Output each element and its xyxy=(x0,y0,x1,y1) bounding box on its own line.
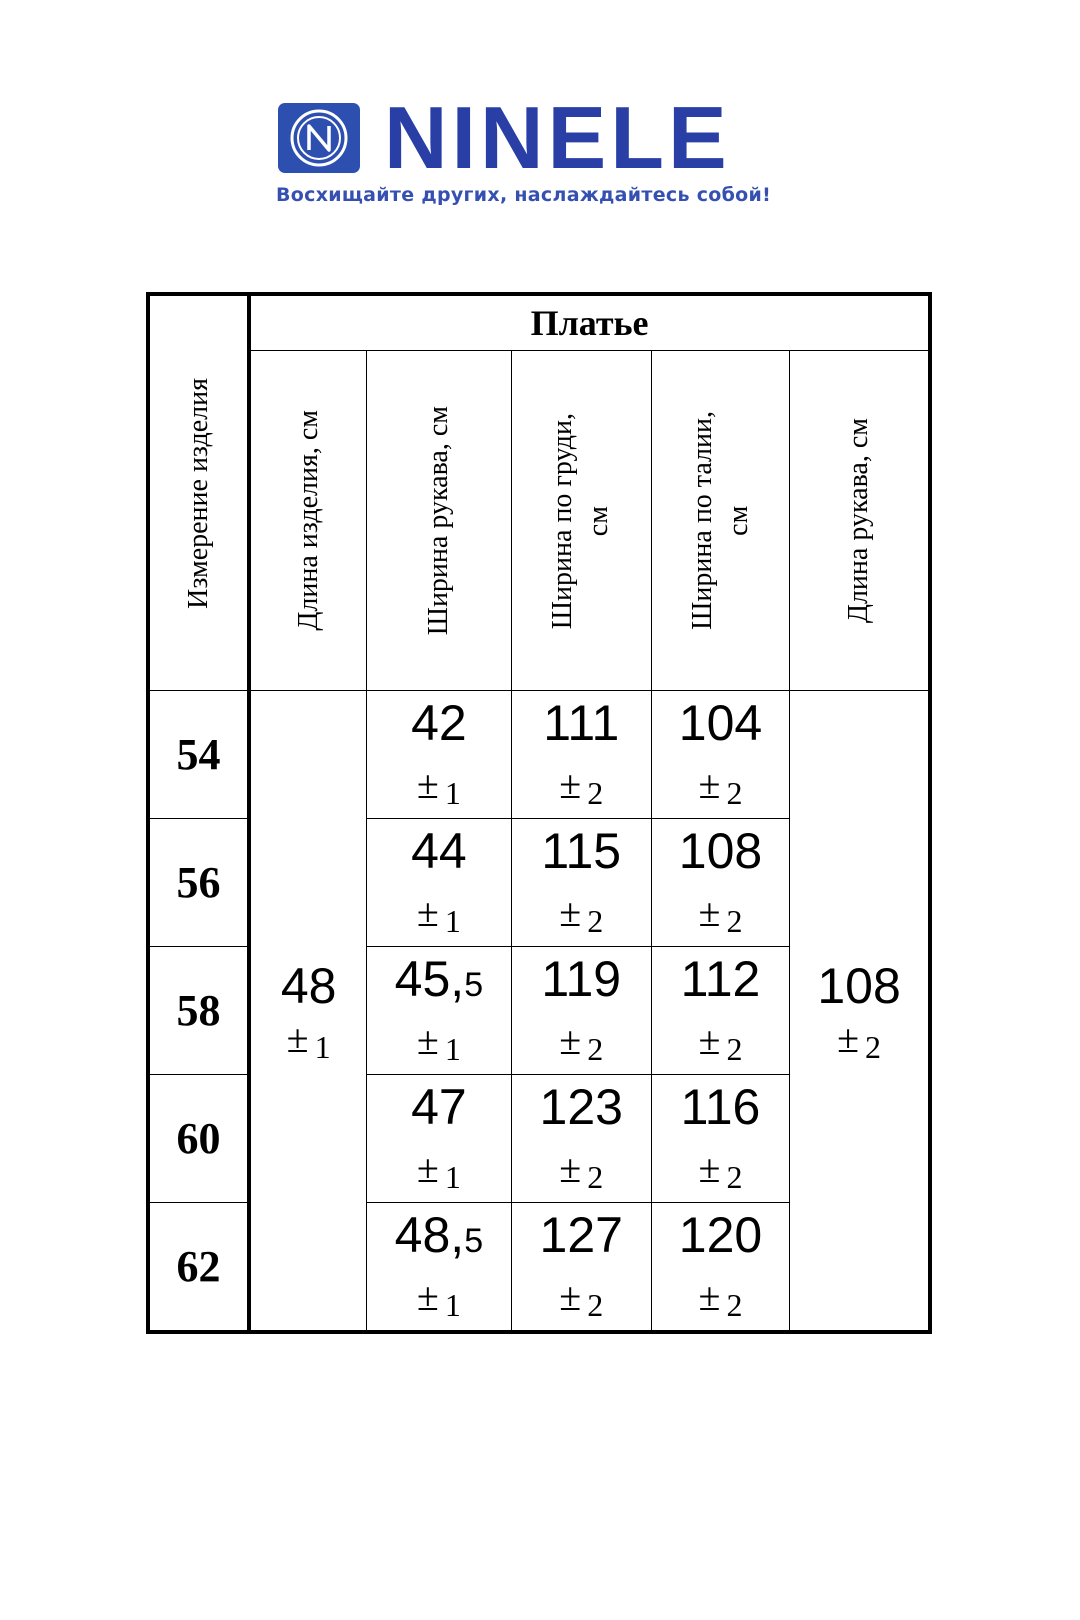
chest-cell xyxy=(511,1203,651,1332)
plus-minus: ± xyxy=(698,1145,721,1191)
col-header-waist xyxy=(651,350,789,691)
plus-minus: ± xyxy=(559,1145,582,1191)
waist-value: 120 xyxy=(678,1206,763,1263)
size-label: 58 xyxy=(148,947,249,1075)
plus-minus: ± xyxy=(559,889,582,935)
sleeve-length-tolerance: 2 xyxy=(865,1028,882,1065)
sleeve-width-tolerance: 1 xyxy=(444,774,461,811)
col-header-chest xyxy=(511,350,651,691)
col-header-chest-text: Ширина по груди, см xyxy=(547,412,615,629)
table-row xyxy=(148,691,930,819)
plus-minus: ± xyxy=(698,1017,721,1063)
chest-value: 115 xyxy=(541,822,622,879)
waist-cell xyxy=(651,691,789,819)
chest-value: 119 xyxy=(541,950,622,1007)
plus-minus: ± xyxy=(416,889,439,935)
chest-value: 111 xyxy=(543,694,620,751)
plus-minus: ± xyxy=(416,1017,439,1063)
chest-tolerance: 2 xyxy=(587,1030,604,1067)
waist-tolerance: 2 xyxy=(726,774,743,811)
length-tolerance: 1 xyxy=(314,1028,331,1065)
brand-logo xyxy=(278,88,731,187)
waist-value: 112 xyxy=(680,950,761,1007)
waist-tolerance: 2 xyxy=(726,1286,743,1323)
plus-minus: ± xyxy=(698,889,721,935)
waist-tolerance: 2 xyxy=(726,1030,743,1067)
col-header-sleeve-length xyxy=(790,350,930,691)
plus-minus: ± xyxy=(416,761,439,807)
size-label: 54 xyxy=(148,691,249,819)
waist-cell xyxy=(651,1203,789,1332)
sleeve-width-cell xyxy=(367,691,511,819)
length-cell xyxy=(249,691,367,1332)
plus-minus: ± xyxy=(416,1273,439,1319)
sleeve-width-tolerance: 1 xyxy=(444,902,461,939)
col-header-waist-text: Ширина по талии, см xyxy=(686,411,754,631)
sleeve-width-cell xyxy=(367,947,511,1075)
col-header-sleeve-length-text: Длина рукава, см xyxy=(843,418,875,624)
plus-minus: ± xyxy=(416,1145,439,1191)
sleeve-width-value: 48, xyxy=(394,1206,465,1263)
size-table xyxy=(146,292,932,1334)
plus-minus: ± xyxy=(286,1015,309,1061)
sleeve-length-cell xyxy=(790,691,930,1332)
size-label: 62 xyxy=(148,1203,249,1332)
sleeve-width-value: 47 xyxy=(411,1078,467,1135)
chest-cell xyxy=(511,691,651,819)
chest-cell xyxy=(511,819,651,947)
size-label: 56 xyxy=(148,819,249,947)
sleeve-width-tolerance: 1 xyxy=(444,1158,461,1195)
waist-cell xyxy=(651,1075,789,1203)
sleeve-width-cell xyxy=(367,1075,511,1203)
sleeve-width-cell xyxy=(367,819,511,947)
col-header-length-text: Длина изделия, см xyxy=(292,410,324,631)
corner-header: Измерение изделия xyxy=(182,377,214,609)
plus-minus: ± xyxy=(837,1015,860,1061)
sleeve-width-value: 44 xyxy=(411,822,467,879)
brand-n-emblem xyxy=(287,106,351,170)
col-header-sleeve-width-text: Ширина рукава, см xyxy=(422,405,454,636)
col-header-sleeve-width xyxy=(367,350,511,691)
plus-minus: ± xyxy=(559,761,582,807)
chest-cell xyxy=(511,947,651,1075)
plus-minus: ± xyxy=(698,761,721,807)
brand-n-icon xyxy=(278,103,360,173)
plus-minus: ± xyxy=(559,1273,582,1319)
col-header-length xyxy=(249,350,367,691)
waist-tolerance: 2 xyxy=(726,1158,743,1195)
length-value: 48 xyxy=(280,957,337,1014)
sleeve-width-cell xyxy=(367,1203,511,1332)
plus-minus: ± xyxy=(559,1017,582,1063)
waist-tolerance: 2 xyxy=(726,902,743,939)
waist-value: 108 xyxy=(678,822,763,879)
brand-tagline: Восхищайте других, наслаждайтесь собой! xyxy=(276,184,772,206)
chest-value: 127 xyxy=(539,1206,623,1263)
waist-cell xyxy=(651,819,789,947)
sleeve-width-tolerance: 1 xyxy=(444,1030,461,1067)
sleeve-width-value: 45, xyxy=(394,950,465,1007)
chest-cell xyxy=(511,1075,651,1203)
plus-minus: ± xyxy=(698,1273,721,1319)
sleeve-width-decimal: 5 xyxy=(464,1221,484,1260)
sleeve-width-value: 42 xyxy=(411,694,467,751)
chest-tolerance: 2 xyxy=(587,1158,604,1195)
chest-value: 123 xyxy=(539,1078,623,1135)
group-header: Платье xyxy=(249,294,930,350)
waist-value: 116 xyxy=(680,1078,761,1135)
chest-tolerance: 2 xyxy=(587,1286,604,1323)
sleeve-width-tolerance: 1 xyxy=(444,1286,461,1323)
sleeve-width-decimal: 5 xyxy=(464,965,484,1004)
waist-value: 104 xyxy=(678,694,763,751)
waist-cell xyxy=(651,947,789,1075)
chest-tolerance: 2 xyxy=(587,902,604,939)
chest-tolerance: 2 xyxy=(587,774,604,811)
size-label: 60 xyxy=(148,1075,249,1203)
brand-name: NINELE xyxy=(384,88,731,187)
corner-header-cell xyxy=(148,294,249,691)
sleeve-length-value: 108 xyxy=(817,957,901,1014)
